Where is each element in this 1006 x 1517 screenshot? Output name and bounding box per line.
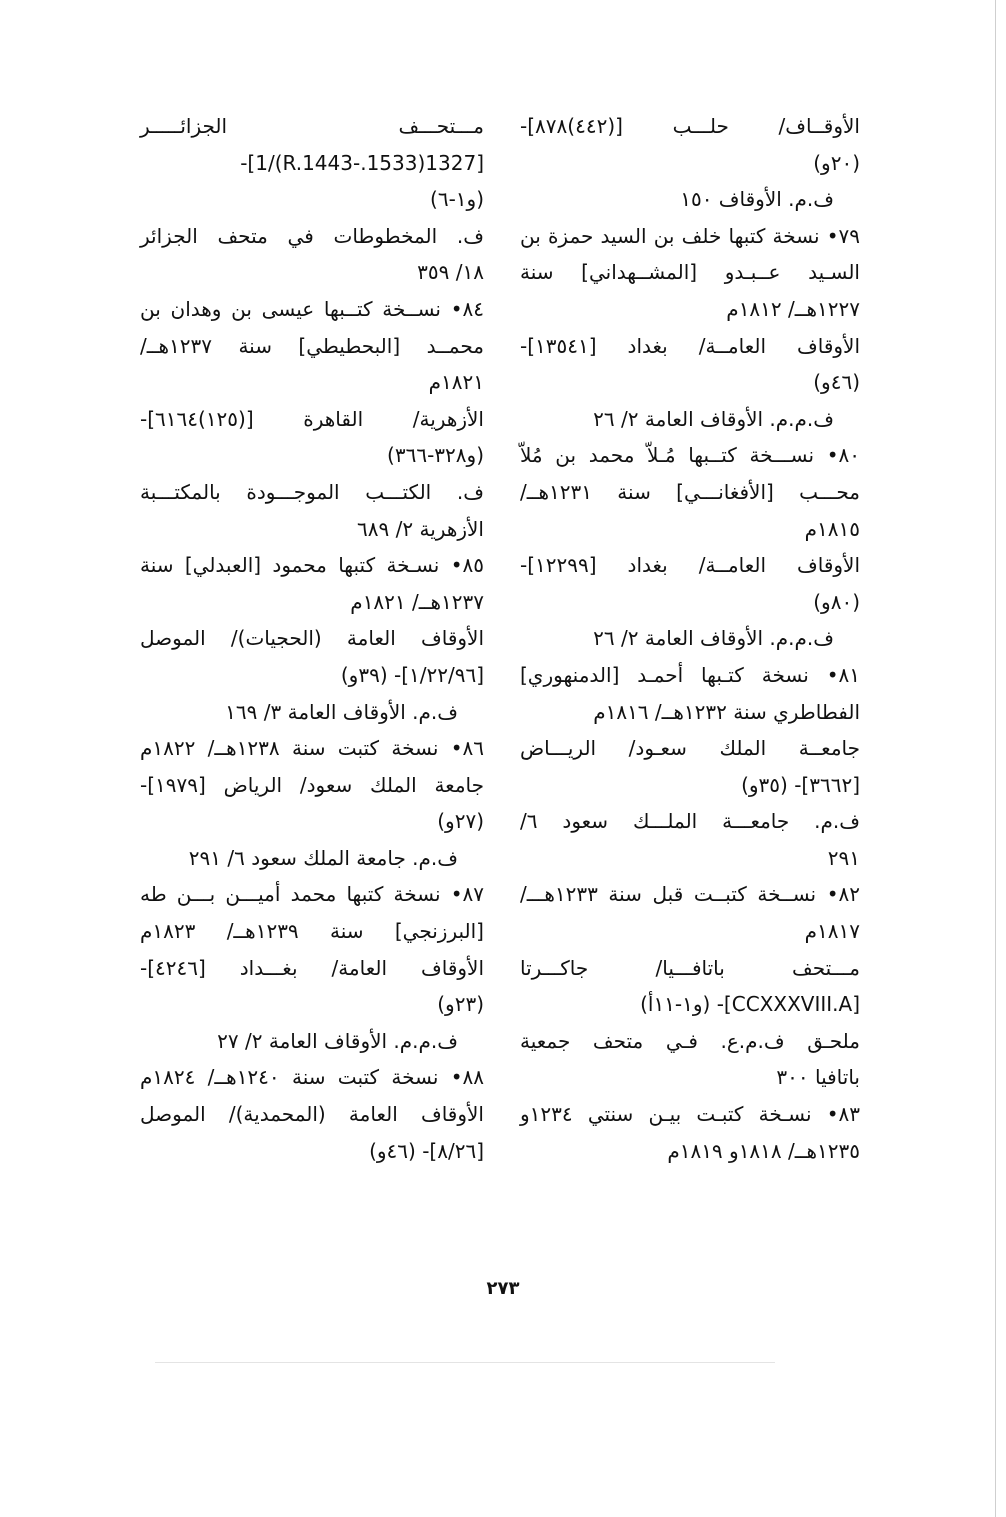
left-column-line: [٨/٢٦]- (٤٦و)	[369, 1138, 484, 1163]
right-column-line: ١٢٢٧هــ/ ١٨١٢م	[726, 296, 860, 321]
left-column-line: [1327(1533.-R.1443)/1]-	[240, 150, 484, 175]
right-column-line: الأوقاف العامــة/ بغداد [١٢٢٩٩]-	[520, 553, 860, 578]
right-column-line: باتافيا ٣٠٠	[776, 1065, 860, 1090]
right-column-line: (٢٠و)	[813, 150, 860, 175]
left-column-line: (و١-٦)	[430, 187, 484, 212]
left-column-line: ١٨/ ٣٥٩	[417, 260, 484, 285]
left-column-line: الأزهرية/ القاهرة [(١٢٥)٦١٦٤]-	[140, 406, 484, 431]
left-column-line: ف.م. جامعة الملك سعود ٦/ ٢٩١	[188, 845, 458, 870]
right-column-line: ٨٣• نسـخة كتبـت بيـن سنتي ١٢٣٤و	[520, 1102, 860, 1127]
left-column-line: ٨٧• نسخة كتبها محمد أميـــن بـــن طه	[140, 882, 484, 907]
left-column-line: ف.م. الأوقاف العامة ٣/ ١٦٩	[225, 699, 458, 724]
right-column-line: ٧٩• نسخة كتبها خلف بن السيد حمزة بن	[520, 223, 860, 248]
right-column-line: ٨٢• نســخة كتبــت قبل سنة ١٢٣٣هـــ/	[520, 882, 860, 907]
left-column-line: محمــد [البحطيطي] سنة ١٢٣٧هــ/	[140, 333, 484, 358]
right-column-line: ف.م.م. الأوقاف العامة ٢/ ٢٦	[593, 406, 834, 431]
right-column-line: ف.م. الأوقاف ١٥٠	[680, 187, 834, 212]
right-column-line: ف.م. جامعـــة الملـــك سعود ٦/	[520, 809, 860, 834]
right-column-line: ملحـق ف.م.ع. فـي متحف جمعية	[520, 1028, 860, 1053]
right-column-line: الفطاطري سنة ١٢٣٢هــ/ ١٨١٦م	[593, 699, 860, 724]
right-column-line: الأوقاف العامــة/ بغداد [١٣٥٤١]-	[520, 333, 860, 358]
left-column-line: (و٣٢٨-٣٦٦)	[387, 443, 484, 468]
left-column-line: ١٨٢١م	[428, 370, 484, 395]
left-column-line: ٨٥• نسـخة كتبها محمود [العبدلي] سنة	[140, 553, 484, 578]
right-column-line: [CCXXXVIII.A]- (و١-١١أ)	[640, 992, 860, 1017]
right-column-line: محـــب [الأفغانـــي] سنة ١٢٣١هــ/	[520, 479, 860, 504]
left-column-line: (٢٣و)	[437, 992, 484, 1017]
left-column-line: ف. الكتـــب الموجـــودة بالمكتـــبة	[140, 479, 484, 504]
left-column	[140, 108, 484, 1169]
right-column-line: ٢٩١	[827, 845, 860, 870]
right-column-line: (٨٠و)	[813, 589, 860, 614]
left-column-line: الأوقاف العامة (الحجيات)/ الموصل	[140, 626, 484, 651]
left-column-line: جامعة الملك سعود/ الرياض [١٩٧٩]-	[140, 772, 484, 797]
right-column-line: الأوقــاف/ حلـــب [(٤٤٢)٨٧٨]-	[520, 114, 860, 138]
right-column-line: ١٨١٧م	[804, 919, 860, 944]
bottom-rule	[155, 1362, 775, 1363]
left-column-line: ٨٨• نسخة كتبت سنة ١٢٤٠هــ/ ١٨٢٤م	[140, 1065, 484, 1090]
right-column-line: ١٨١٥م	[804, 516, 860, 541]
right-column-line: السـيد عــبـدو [المشــهداني] سنة	[520, 260, 860, 285]
right-column-line: جامعــة الملك سعـود/ الريـــاض	[520, 736, 860, 761]
left-column-line: الأزهرية ٢/ ٦٨٩	[357, 516, 484, 541]
left-column-line: (٢٧و)	[437, 809, 484, 834]
left-column-line: ف. المخطوطات في متحف الجزائر	[140, 223, 484, 248]
right-column-line: مـــتحف باتافـــيا/ جاكـــرتا	[520, 955, 860, 980]
left-column-line: الأوقاف العامة/ بغـــداد [٤٢٤٦]-	[140, 955, 484, 980]
right-column-line: ١٢٣٥هــ/ ١٨١٨و ١٨١٩م	[667, 1138, 860, 1163]
left-column-line: [١/٢٢/٩٦]- (٣٩و)	[340, 662, 484, 687]
left-column-line: ٨٤• نســخة كتــبها عيسى بن وهدان بن	[140, 296, 484, 321]
right-column-line: (٤٦و)	[813, 370, 860, 395]
page-number: ٢٧٣	[486, 1278, 520, 1299]
right-column-line: ف.م.م. الأوقاف العامة ٢/ ٢٦	[593, 626, 834, 651]
right-column-line: [٣٦٦٢]- (٣٥و)	[741, 772, 860, 797]
left-column-line: ٨٦• نسخة كتبت سنة ١٢٣٨هــ/ ١٨٢٢م	[140, 736, 484, 761]
left-column-line: مـــتحـــف الجزائـــــر	[140, 114, 484, 138]
left-column-line: [البرزنجي] سنة ١٢٣٩هــ/ ١٨٢٣م	[140, 919, 484, 944]
left-column-line: الأوقاف العامة (المحمدية)/ الموصل	[140, 1102, 484, 1127]
left-column-line: ف.م.م. الأوقاف العامة ٢/ ٢٧	[217, 1028, 458, 1053]
right-column	[520, 108, 860, 1169]
right-column-line: ٨١• نسخة كتـبها أحمـد [الدمنهوري]	[520, 662, 860, 687]
left-column-line: ١٢٣٧هــ/ ١٨٢١م	[350, 589, 484, 614]
right-column-line: ٨٠• نســـخة كتــبها مُـلاّ محمد بن مُلاّ	[520, 443, 860, 468]
